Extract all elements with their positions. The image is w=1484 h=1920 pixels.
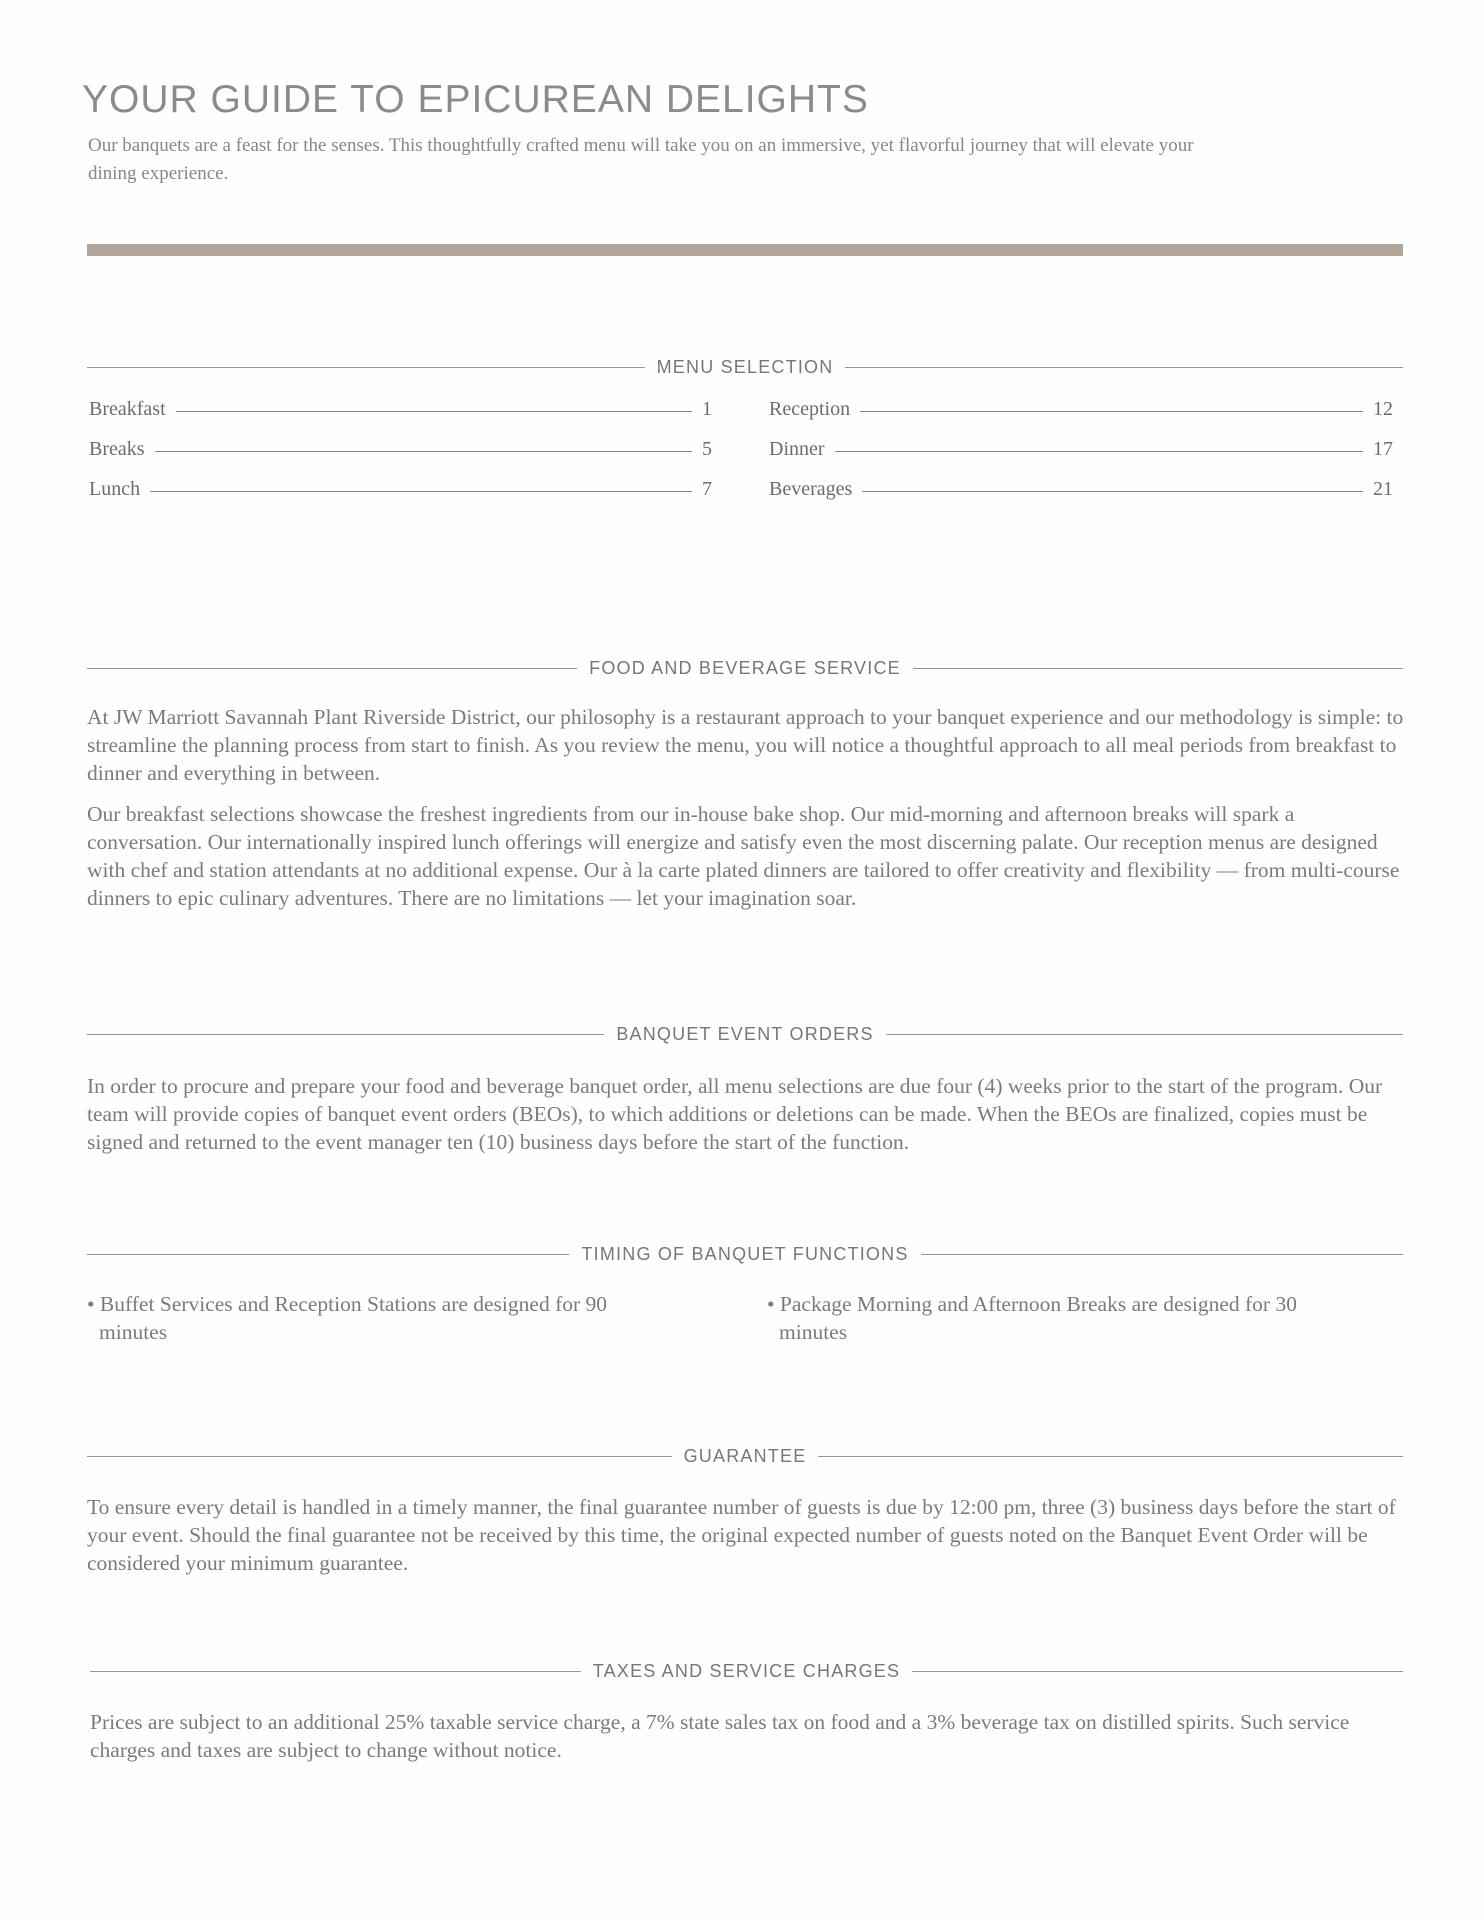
heading-rule-left: [87, 1254, 569, 1255]
page-title: YOUR GUIDE TO EPICUREAN DELIGHTS: [82, 78, 869, 121]
heading-rule-right: [913, 668, 1403, 669]
toc-leader-line: [835, 451, 1363, 452]
heading-rule-right: [818, 1456, 1403, 1457]
toc-entry-label: Reception: [769, 398, 851, 420]
toc-entry-page: 1: [702, 398, 712, 420]
food-beverage-paragraph-2: Our breakfast selections showcase the freshest ingredients from our in-house bake shop. Our mid-morning and afternoon breaks will spark a conversation. Our internationally inspired lunch offerings will energize and satisfy even the most discerning palate. Our reception menus are designed with chef and station attendants at no additional expense. Our à la carte plated dinners are tailored to offer creativity and flexibility — from multi-course dinners to epic culinary adventures. There are no limitations — let your imagination soar.: [87, 802, 1400, 910]
section-heading-label: FOOD AND BEVERAGE SERVICE: [589, 657, 901, 678]
toc-entry-label: Lunch: [89, 478, 141, 500]
toc-leader-line: [176, 411, 692, 412]
toc-entry-lunch[interactable]: [89, 478, 712, 518]
toc-leader-line: [155, 451, 692, 452]
heading-rule-left: [87, 668, 577, 669]
heading-rule-left: [90, 1671, 581, 1672]
toc-entry-page: 7: [702, 478, 712, 500]
toc-leader-line: [862, 491, 1363, 492]
section-heading-label: BANQUET EVENT ORDERS: [616, 1023, 874, 1044]
section-heading-label: GUARANTEE: [683, 1445, 807, 1466]
heading-rule-right: [845, 367, 1403, 368]
food-beverage-heading: [87, 656, 1403, 680]
taxes-heading: [90, 1659, 1403, 1683]
toc-entry-reception[interactable]: [769, 398, 1393, 438]
heading-rule-right: [886, 1034, 1403, 1035]
toc-entry-breakfast[interactable]: [89, 398, 712, 438]
timing-heading: [87, 1242, 1403, 1266]
beo-heading: [87, 1022, 1403, 1046]
timing-bullet-breaks: • Package Morning and Afternoon Breaks are designed for 30 minutes: [767, 1292, 1297, 1344]
intro-text: Our banquets are a feast for the senses. This thoughtfully crafted menu will take you on an immersive, yet flavorful journey that will elevate your dining experience.: [88, 135, 1194, 184]
toc-entry-label: Breakfast: [89, 398, 166, 420]
toc-entry-page: 12: [1373, 398, 1393, 420]
section-heading-label: TIMING OF BANQUET FUNCTIONS: [581, 1243, 909, 1264]
toc-entry-page: 21: [1373, 478, 1393, 500]
section-heading-label: MENU SELECTION: [656, 356, 834, 377]
beo-paragraph: In order to procure and prepare your food and beverage banquet order, all menu selections are due four (4) weeks prior to the start of the program. Our team will provide copies of banquet event orders (BEOs), to which additions or deletions can be made. When the BEOs are finalized, copies must be signed and returned to the event manager ten (10) business days before the start of the function.: [87, 1074, 1383, 1154]
heading-rule-left: [87, 367, 645, 368]
section-heading-label: TAXES AND SERVICE CHARGES: [592, 1660, 901, 1681]
toc-entry-label: Dinner: [769, 438, 825, 460]
heading-rule-left: [87, 1456, 672, 1457]
heading-rule-left: [87, 1034, 604, 1035]
menu-table-of-contents: [89, 398, 1393, 518]
toc-column-right: [769, 398, 1393, 518]
toc-leader-line: [860, 411, 1363, 412]
food-beverage-paragraph-1: At JW Marriott Savannah Plant Riverside District, our philosophy is a restaurant approach to your banquet experience and our methodology is simple: to streamline the planning process from start to finish. As you review the menu, you will notice a thoughtful approach to all meal periods from breakfast to dinner and everything in between.: [87, 705, 1404, 785]
toc-entry-dinner[interactable]: [769, 438, 1393, 478]
toc-entry-page: 17: [1373, 438, 1393, 460]
toc-entry-breaks[interactable]: [89, 438, 712, 478]
taxes-paragraph: Prices are subject to an additional 25% taxable service charge, a 7% state sales tax on food and a 3% beverage tax on distilled spirits. Such service charges and taxes are subject to change without notice.: [90, 1710, 1350, 1762]
toc-entry-label: Breaks: [89, 438, 145, 460]
toc-entry-page: 5: [702, 438, 712, 460]
guarantee-heading: [87, 1444, 1403, 1468]
menu-selection-heading: [87, 355, 1403, 379]
toc-entry-label: Beverages: [769, 478, 853, 500]
toc-entry-beverages[interactable]: [769, 478, 1393, 518]
toc-column-left: [89, 398, 712, 518]
timing-bullet-buffet: • Buffet Services and Reception Stations are designed for 90 minutes: [87, 1292, 608, 1344]
header-divider-bar: [87, 244, 1403, 256]
guarantee-paragraph: To ensure every detail is handled in a timely manner, the final guarantee number of guests is due by 12:00 pm, three (3) business days before the start of your event. Should the final guarantee not be received by this time, the original expected number of guests noted on the Banquet Event Order will be considered your minimum guarantee.: [87, 1495, 1396, 1575]
heading-rule-right: [912, 1671, 1403, 1672]
heading-rule-right: [921, 1254, 1403, 1255]
toc-leader-line: [150, 491, 692, 492]
